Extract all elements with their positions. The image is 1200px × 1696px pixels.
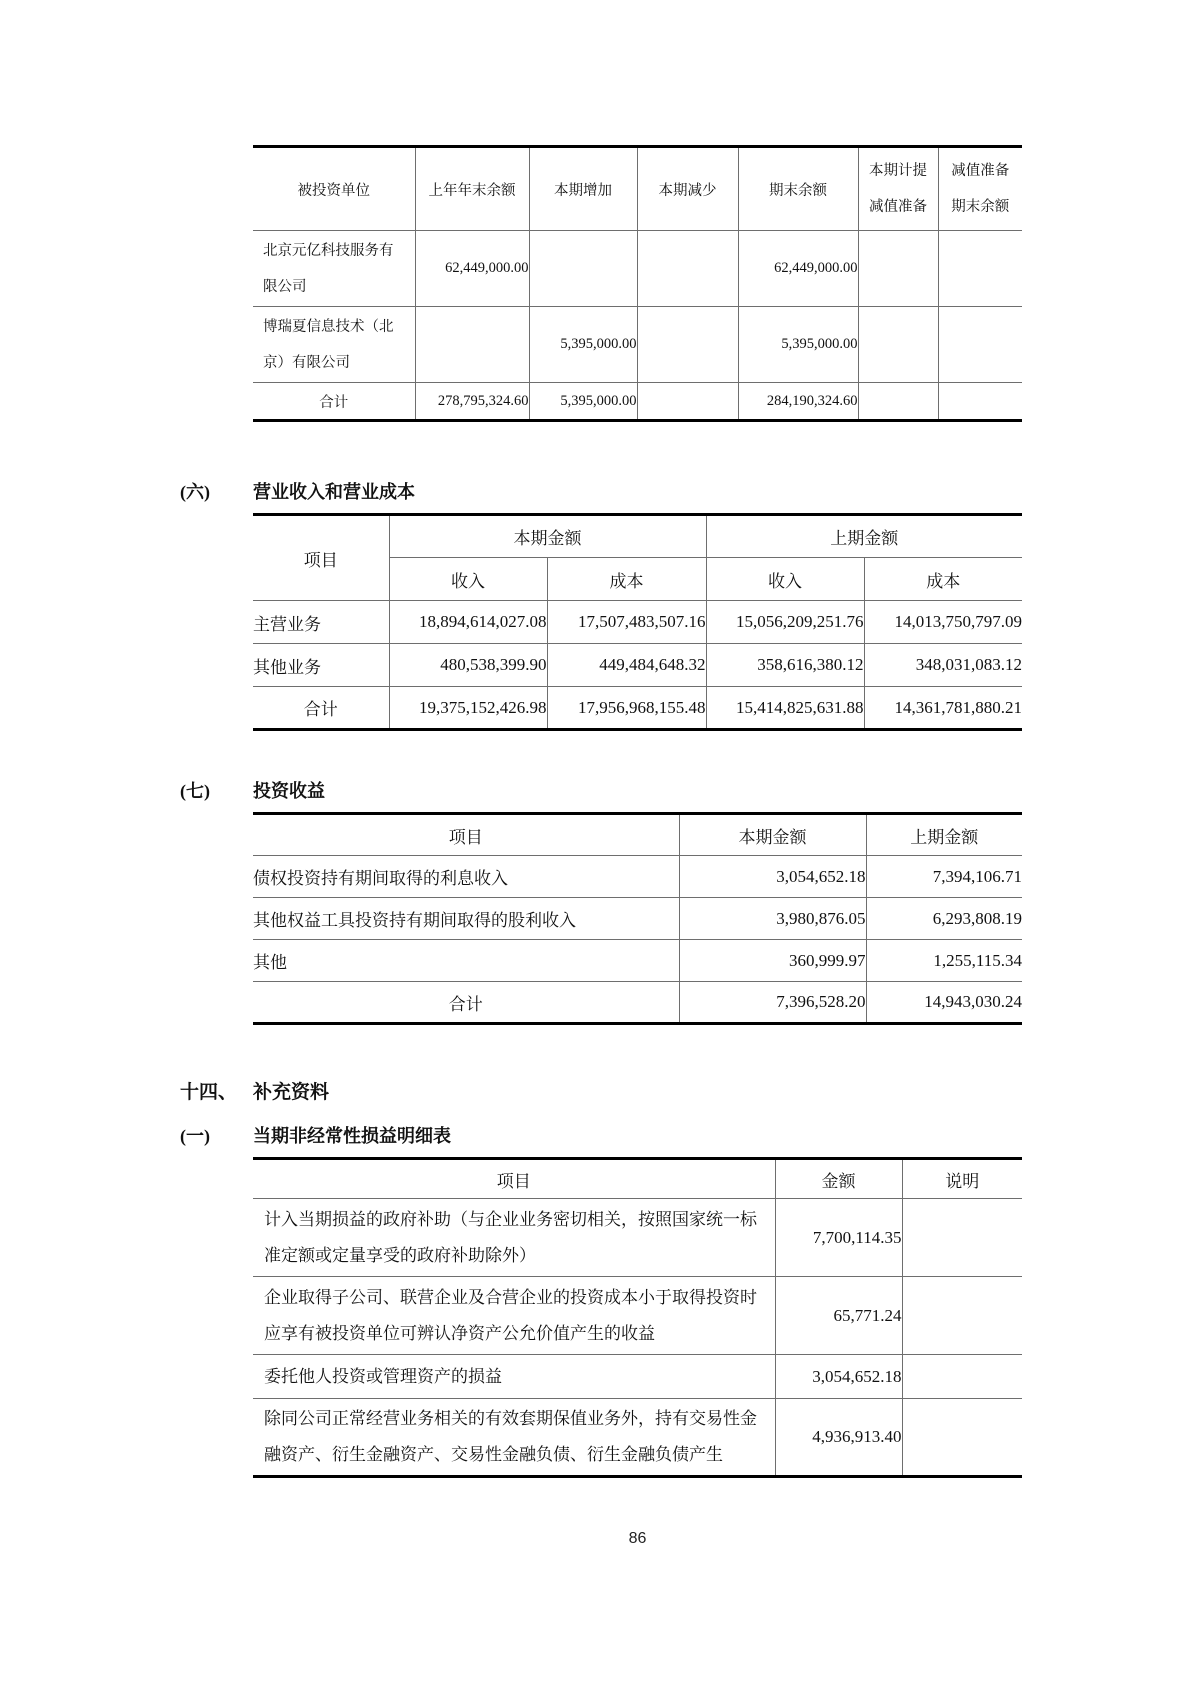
table-header-row xyxy=(253,147,1022,231)
table-row xyxy=(253,601,1022,644)
table-row xyxy=(253,940,1022,982)
amount-cell: 17,956,968,155.48 xyxy=(547,687,706,730)
section-title: 当期非经常性损益明细表 xyxy=(253,1126,451,1146)
unit-name-cell: 博瑞夏信息技术（北京）有限公司 xyxy=(253,307,415,383)
note-cell xyxy=(902,1277,1022,1355)
item-cell: 企业取得子公司、联营企业及合营企业的投资成本小于取得投资时应享有被投资单位可辨认净资产公允价值产生的收益 xyxy=(253,1277,775,1355)
amount-cell xyxy=(637,307,738,383)
total-label-cell: 合计 xyxy=(253,687,389,730)
amount-cell: 65,771.24 xyxy=(775,1277,902,1355)
table-header-row xyxy=(253,515,1022,558)
amount-cell xyxy=(938,231,1022,307)
column-header-prior-period: 上期金额 xyxy=(866,814,1022,856)
section-heading-supplement xyxy=(180,1077,1200,1104)
amount-cell xyxy=(938,307,1022,383)
column-header-income: 收入 xyxy=(389,558,547,601)
amount-cell: 7,394,106.71 xyxy=(866,856,1022,898)
page-number: 86 xyxy=(628,1530,647,1547)
amount-cell: 62,449,000.00 xyxy=(415,231,529,307)
header-line: 期末余额 xyxy=(951,199,1010,215)
investment-income-table xyxy=(253,812,1022,1025)
total-label-cell: 合计 xyxy=(253,982,679,1024)
amount-cell xyxy=(858,307,938,383)
column-header-unit: 被投资单位 xyxy=(253,147,415,231)
table-row xyxy=(253,644,1022,687)
column-header-item: 项目 xyxy=(253,814,679,856)
table-total-row xyxy=(253,687,1022,730)
section-heading-revenue xyxy=(180,478,1200,504)
amount-cell: 5,395,000.00 xyxy=(529,307,637,383)
header-line: 减值准备 xyxy=(869,199,927,215)
item-cell: 其他权益工具投资持有期间取得的股利收入 xyxy=(253,898,679,940)
table-row xyxy=(253,231,1022,307)
item-cell: 主营业务 xyxy=(253,601,389,644)
table-row xyxy=(253,856,1022,898)
table-row xyxy=(253,1199,1022,1277)
amount-cell: 7,396,528.20 xyxy=(679,982,866,1024)
table-row xyxy=(253,307,1022,383)
section-title: 营业收入和营业成本 xyxy=(253,482,415,502)
amount-cell: 14,943,030.24 xyxy=(866,982,1022,1024)
amount-cell: 3,980,876.05 xyxy=(679,898,866,940)
column-header-item: 项目 xyxy=(253,1159,775,1199)
amount-cell: 3,054,652.18 xyxy=(775,1355,902,1399)
column-header-provision-end xyxy=(938,147,1022,231)
column-header-increase: 本期增加 xyxy=(529,147,637,231)
amount-cell: 358,616,380.12 xyxy=(706,644,864,687)
column-header-item: 项目 xyxy=(253,515,389,601)
unit-name-cell: 北京元亿科技服务有限公司 xyxy=(253,231,415,307)
column-header-income: 收入 xyxy=(706,558,864,601)
item-cell: 计入当期损益的政府补助（与企业业务密切相关，按照国家统一标准定额或定量享受的政府补助除外） xyxy=(253,1199,775,1277)
column-header-note: 说明 xyxy=(902,1159,1022,1199)
amount-cell: 17,507,483,507.16 xyxy=(547,601,706,644)
section-number: (七) xyxy=(180,781,210,801)
table-header-row xyxy=(253,814,1022,856)
amount-cell: 284,190,324.60 xyxy=(738,383,858,421)
table-row xyxy=(253,1355,1022,1399)
amount-cell: 5,395,000.00 xyxy=(529,383,637,421)
note-cell xyxy=(902,1355,1022,1399)
table-row xyxy=(253,898,1022,940)
amount-cell: 449,484,648.32 xyxy=(547,644,706,687)
amount-cell: 1,255,115.34 xyxy=(866,940,1022,982)
table-total-row xyxy=(253,982,1022,1024)
amount-cell xyxy=(637,383,738,421)
item-cell: 其他业务 xyxy=(253,644,389,687)
amount-cell: 14,361,781,880.21 xyxy=(864,687,1022,730)
section-heading-nonrecurring xyxy=(180,1122,1200,1148)
amount-cell: 15,414,825,631.88 xyxy=(706,687,864,730)
table-total-row xyxy=(253,383,1022,421)
amount-cell: 6,293,808.19 xyxy=(866,898,1022,940)
column-header-cost: 成本 xyxy=(547,558,706,601)
table-row xyxy=(253,1399,1022,1477)
section-title: 投资收益 xyxy=(253,781,325,801)
amount-cell: 19,375,152,426.98 xyxy=(389,687,547,730)
header-line: 减值准备 xyxy=(951,163,1010,179)
column-header-decrease: 本期减少 xyxy=(637,147,738,231)
amount-cell xyxy=(938,383,1022,421)
column-header-amount: 金额 xyxy=(775,1159,902,1199)
section-heading-investment xyxy=(180,777,1200,803)
amount-cell: 360,999.97 xyxy=(679,940,866,982)
amount-cell: 4,936,913.40 xyxy=(775,1399,902,1477)
amount-cell: 348,031,083.12 xyxy=(864,644,1022,687)
amount-cell xyxy=(529,231,637,307)
column-header-prev-balance: 上年年末余额 xyxy=(415,147,529,231)
amount-cell: 14,013,750,797.09 xyxy=(864,601,1022,644)
total-label-cell: 合计 xyxy=(253,383,415,421)
amount-cell xyxy=(415,307,529,383)
amount-cell: 7,700,114.35 xyxy=(775,1199,902,1277)
column-header-current-period: 本期金额 xyxy=(679,814,866,856)
column-header-cost: 成本 xyxy=(864,558,1022,601)
amount-cell: 15,056,209,251.76 xyxy=(706,601,864,644)
table-header-row xyxy=(253,1159,1022,1199)
amount-cell xyxy=(858,231,938,307)
note-cell xyxy=(902,1399,1022,1477)
amount-cell: 480,538,399.90 xyxy=(389,644,547,687)
section-number: 十四、 xyxy=(180,1082,238,1103)
revenue-cost-table xyxy=(253,513,1022,731)
column-header-end-balance: 期末余额 xyxy=(738,147,858,231)
section-title: 补充资料 xyxy=(253,1082,330,1103)
item-cell: 除同公司正常经营业务相关的有效套期保值业务外，持有交易性金融资产、衍生金融资产、交易性金融负债、衍生金融负债产生 xyxy=(253,1399,775,1477)
column-header-provision xyxy=(858,147,938,231)
invested-units-table xyxy=(253,145,1022,422)
section-number: (六) xyxy=(180,482,210,502)
note-cell xyxy=(902,1199,1022,1277)
amount-cell: 62,449,000.00 xyxy=(738,231,858,307)
item-cell: 委托他人投资或管理资产的损益 xyxy=(253,1355,775,1399)
item-cell: 其他 xyxy=(253,940,679,982)
amount-cell: 18,894,614,027.08 xyxy=(389,601,547,644)
header-line: 本期计提 xyxy=(869,163,927,179)
amount-cell: 278,795,324.60 xyxy=(415,383,529,421)
section-number: (一) xyxy=(180,1126,210,1146)
amount-cell: 3,054,652.18 xyxy=(679,856,866,898)
item-cell: 债权投资持有期间取得的利息收入 xyxy=(253,856,679,898)
amount-cell: 5,395,000.00 xyxy=(738,307,858,383)
nonrecurring-items-table xyxy=(253,1157,1022,1478)
amount-cell xyxy=(637,231,738,307)
column-header-prior-period: 上期金额 xyxy=(706,515,1022,558)
amount-cell xyxy=(858,383,938,421)
column-header-current-period: 本期金额 xyxy=(389,515,706,558)
table-row xyxy=(253,1277,1022,1355)
